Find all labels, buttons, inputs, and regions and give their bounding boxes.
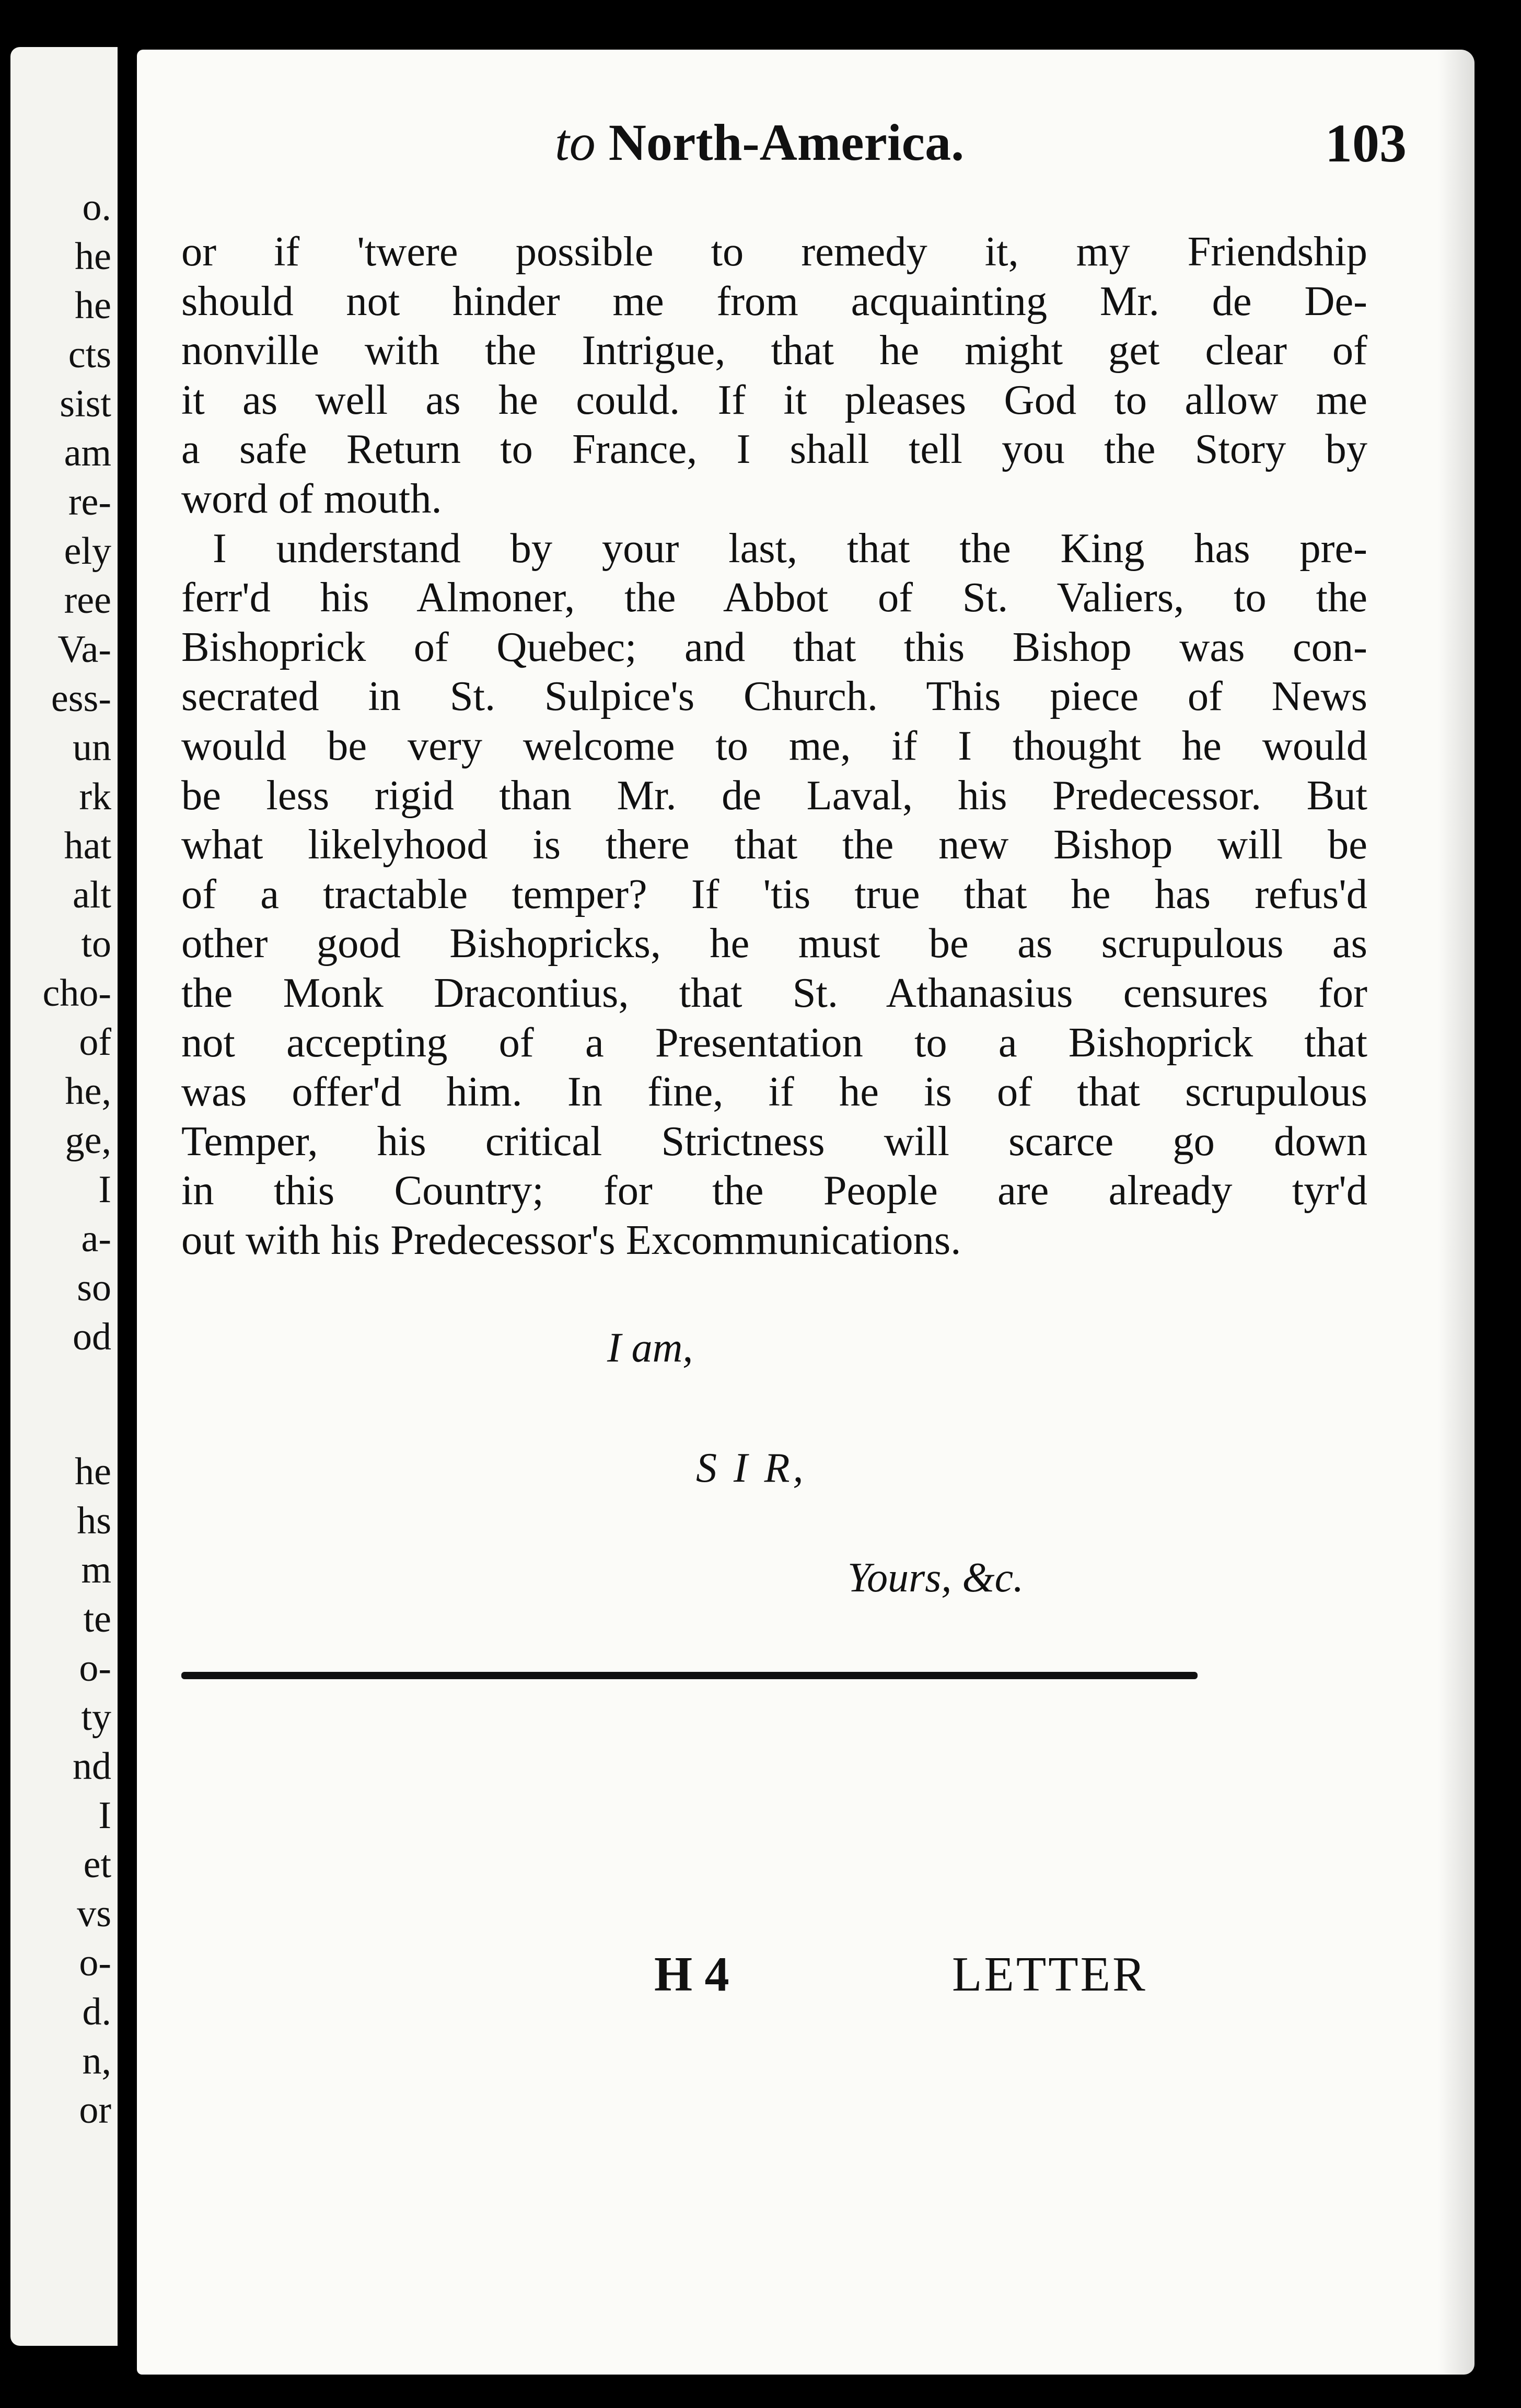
- fragment-text: I: [98, 1168, 111, 1211]
- fragment-text: to: [81, 923, 111, 965]
- text-line: other good Bishopricks, he must be as scrupulous as: [181, 920, 1367, 967]
- text-line: what likelyhood is there that the new Bishop will be: [181, 821, 1367, 868]
- text-line: should not hinder me from acquainting Mr. de De-: [181, 277, 1367, 324]
- text-line: Temper, his critical Strictness will scarce go down: [181, 1118, 1367, 1165]
- fragment-text: a-: [81, 1217, 111, 1260]
- fragment-text: te: [83, 1598, 111, 1641]
- text-line: was offer'd him. In fine, if he is of that scrupulous: [181, 1068, 1367, 1115]
- fragment-text: od: [73, 1316, 111, 1358]
- fragment-text: ess-: [51, 677, 111, 720]
- text-line: or if 'twere possible to remedy it, my Friendship: [181, 228, 1367, 275]
- fragment-text: rk: [79, 775, 111, 818]
- fragment-text: he: [75, 235, 111, 278]
- fragment-text: he: [75, 1450, 111, 1493]
- fragment-text: o-: [79, 1941, 111, 1984]
- fragment-text: so: [77, 1266, 111, 1309]
- text-line: word of mouth.: [181, 475, 442, 522]
- closing-signoff: Yours, &c.: [847, 1555, 1024, 1601]
- fragment-text: Va-: [57, 628, 111, 671]
- fragment-text: or: [79, 2089, 111, 2132]
- running-head: [555, 112, 964, 172]
- page-edge-shadow: [1438, 50, 1474, 2375]
- text-line: ferr'd his Almoner, the Abbot of St. Valiers, to the: [181, 574, 1367, 621]
- fragment-text: sist: [60, 382, 111, 425]
- closing-salutation: S I R,: [696, 1445, 807, 1491]
- fragment-text: ty: [81, 1696, 111, 1739]
- book-gutter: [118, 31, 138, 2382]
- page-header: [414, 112, 1407, 180]
- fragment-text: ree: [64, 579, 111, 622]
- catchword: LETTER: [952, 1947, 1147, 2002]
- fragment-text: re-: [68, 481, 111, 524]
- fragment-text: et: [83, 1843, 111, 1886]
- text-line: a safe Return to France, I shall tell you the Story by: [181, 426, 1367, 473]
- fragment-text: he,: [65, 1070, 111, 1113]
- running-head-prefix: to: [555, 113, 596, 171]
- closing-i-am: I am,: [607, 1325, 693, 1371]
- fragment-text: he: [75, 284, 111, 327]
- fragment-text: m: [81, 1549, 111, 1591]
- text-line: of a tractable temper? If 'tis true that he has refus'd: [181, 870, 1367, 917]
- book-page: [137, 50, 1474, 2375]
- fragment-text: o.: [82, 186, 111, 229]
- page-number: 103: [1325, 113, 1407, 173]
- text-line: it as well as he could. If it pleases God to allow me: [181, 376, 1367, 423]
- fragment-text: I: [98, 1794, 111, 1837]
- fragment-text: d.: [82, 1991, 111, 2033]
- fragment-text: o-: [79, 1647, 111, 1690]
- facing-page-fragment: [10, 47, 118, 2346]
- fragment-text: of: [79, 1021, 111, 1064]
- fragment-text: un: [73, 726, 111, 769]
- signature-mark: H 4: [654, 1947, 729, 2002]
- text-line: nonville with the Intrigue, that he might get clear of: [181, 327, 1367, 374]
- text-line: out with his Predecessor's Excommunications.: [181, 1216, 961, 1263]
- text-line: not accepting of a Presentation to a Bishoprick that: [181, 1019, 1367, 1066]
- running-head-title: North-America.: [608, 113, 965, 171]
- fragment-text: n,: [82, 2040, 111, 2083]
- fragment-text: ge,: [65, 1119, 111, 1162]
- fragment-text: alt: [73, 874, 111, 916]
- body-text: [181, 227, 1367, 1265]
- fragment-text: ely: [64, 530, 111, 573]
- horizontal-rule: [181, 1672, 1198, 1679]
- fragment-text: nd: [73, 1745, 111, 1788]
- text-line: be less rigid than Mr. de Laval, his Predecessor. But: [181, 772, 1367, 819]
- text-line: in this Country; for the People are already tyr'd: [181, 1167, 1367, 1214]
- text-line: would be very welcome to me, if I thought he would: [181, 722, 1367, 769]
- text-line: secrated in St. Sulpice's Church. This piece of News: [181, 673, 1367, 720]
- fragment-text: cho-: [42, 972, 111, 1015]
- fragment-text: vs: [77, 1892, 111, 1935]
- fragment-text: am: [64, 432, 111, 474]
- fragment-text: cts: [68, 333, 111, 376]
- text-line: I understand by your last, that the King has pre-: [213, 525, 1367, 572]
- text-line: the Monk Dracontius, that St. Athanasius censures for: [181, 969, 1367, 1016]
- fragment-text: hat: [64, 824, 111, 867]
- fragment-text: hs: [77, 1499, 111, 1542]
- text-line: Bishoprick of Quebec; and that this Bishop was con-: [181, 623, 1367, 670]
